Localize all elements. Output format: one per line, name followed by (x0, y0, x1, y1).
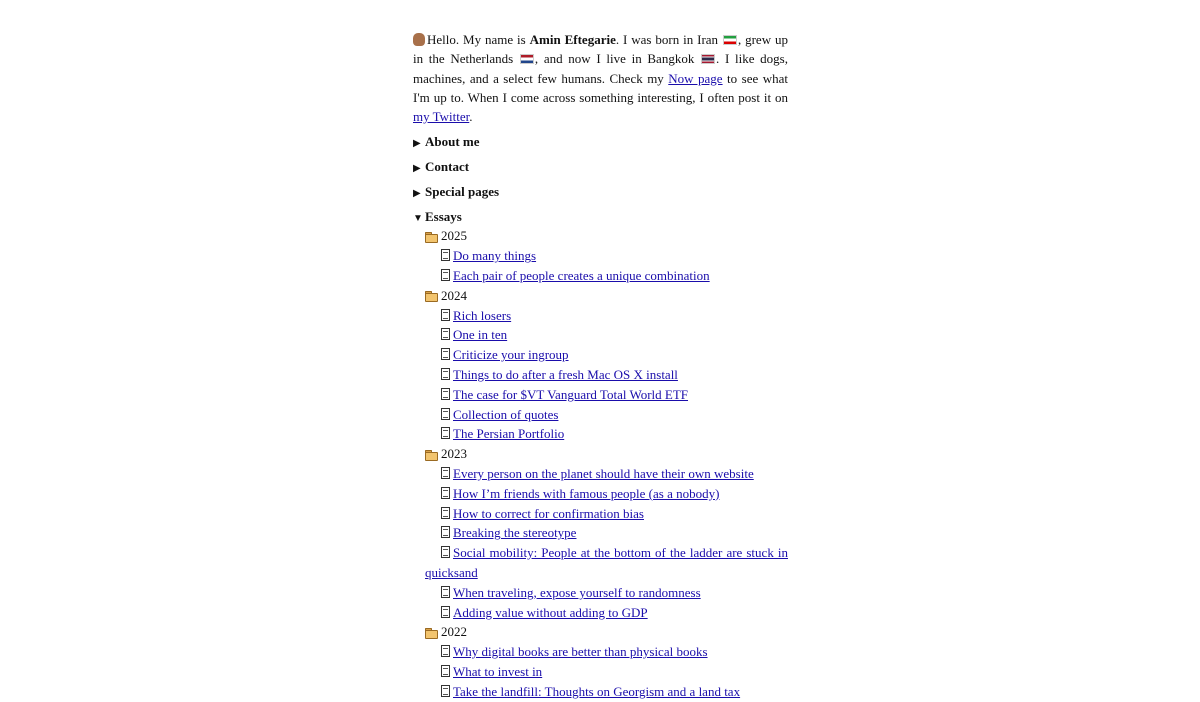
year-label: 2024 (441, 287, 467, 303)
triangle-down-icon: ▼ (413, 213, 423, 225)
essay-list-item (413, 662, 788, 682)
essay-list-item (413, 266, 788, 286)
essay-list-item (413, 523, 788, 543)
essay-link[interactable]: Take the landfill: Thoughts on Georgism and a land tax (453, 683, 741, 699)
document-icon (441, 645, 450, 657)
intro-text: . (469, 109, 473, 125)
essay-link[interactable]: Do many things (453, 248, 537, 264)
document-icon (441, 249, 450, 261)
intro-paragraph (413, 30, 788, 126)
essay-link[interactable]: Social mobility: People at the bottom of the ladder are stuck in quicksand (425, 545, 788, 581)
essay-link[interactable]: Things to do after a fresh Mac OS X install (453, 367, 678, 383)
section-label: About me (425, 134, 480, 150)
folder-icon (425, 450, 437, 459)
document-icon (441, 546, 450, 558)
intro-text: . I was born in Iran (615, 32, 722, 47)
essay-list-item (413, 642, 788, 662)
essay-link[interactable]: Collection of quotes (453, 406, 559, 422)
document-icon (441, 368, 450, 380)
year-folder-2024 (413, 286, 788, 306)
netherlands-flag-icon (520, 54, 534, 64)
essay-link[interactable]: How I’m friends with famous people (as a nobody) (453, 485, 720, 501)
intro-text: , and now I live in Bangkok (534, 51, 701, 67)
document-icon (441, 427, 450, 439)
essay-list-item (413, 424, 788, 444)
now-page-link[interactable]: Now page (668, 70, 723, 86)
folder-icon (425, 628, 437, 637)
section-label: Contact (425, 159, 470, 175)
thailand-flag-icon (701, 54, 715, 64)
essay-link[interactable]: Each pair of people creates a unique combination (453, 268, 710, 284)
essay-list-item (413, 543, 788, 583)
year-folder-2023 (413, 444, 788, 464)
document-icon (441, 665, 450, 677)
essay-link[interactable]: When traveling, expose yourself to randomness (453, 584, 701, 600)
section-label: Essays (425, 209, 462, 225)
document-icon (441, 507, 450, 519)
year-folder-2025 (413, 226, 788, 246)
essay-list-item (413, 464, 788, 484)
section-label: Special pages (425, 184, 500, 200)
triangle-right-icon: ▶ (413, 163, 421, 175)
about-me-toggle[interactable] (413, 132, 788, 151)
intro-text: Hello. My name is (427, 32, 530, 47)
essay-link[interactable]: One in ten (453, 327, 508, 343)
document-icon (441, 309, 450, 321)
folder-icon (425, 232, 437, 241)
essay-list-item (413, 306, 788, 326)
document-icon (441, 606, 450, 618)
year-folder-2022 (413, 622, 788, 642)
contact-toggle[interactable] (413, 157, 788, 176)
iran-flag-icon (723, 35, 737, 45)
essay-list-item (413, 583, 788, 603)
document-icon (441, 487, 450, 499)
essay-link[interactable]: The Persian Portfolio (453, 426, 565, 442)
waving-hand-icon (413, 33, 425, 46)
essay-tree (413, 226, 788, 701)
essay-list-item (413, 405, 788, 425)
essay-link[interactable]: Adding value without adding to GDP (453, 604, 648, 620)
intro-text: . I like dogs, machines, and a select few humans. Check my (413, 51, 788, 86)
essay-link[interactable]: Criticize your ingroup (453, 347, 569, 363)
essay-link[interactable]: Rich losers (453, 307, 512, 323)
essay-list-item (413, 345, 788, 365)
year-label: 2025 (441, 228, 467, 244)
essay-list-item (413, 682, 788, 702)
document-icon (441, 269, 450, 281)
essay-list-item (413, 603, 788, 623)
essay-link[interactable]: The case for $VT Vanguard Total World ETF (453, 386, 689, 402)
essay-list-item (413, 246, 788, 266)
essay-list-item (413, 325, 788, 345)
document-icon (441, 685, 450, 697)
triangle-right-icon: ▶ (413, 138, 421, 150)
intro-text: , grew up in the Netherlands (413, 32, 788, 67)
document-icon (441, 348, 450, 360)
essay-link[interactable]: What to invest in (453, 664, 543, 680)
author-name: Amin Eftegarie (529, 32, 616, 47)
document-icon (441, 586, 450, 598)
document-icon (441, 328, 450, 340)
year-label: 2022 (441, 624, 467, 640)
essay-link[interactable]: How to correct for confirmation bias (453, 505, 644, 521)
essay-list-item (413, 504, 788, 524)
essay-link[interactable]: Breaking the stereotype (453, 525, 577, 541)
year-label: 2023 (441, 446, 467, 462)
document-icon (441, 408, 450, 420)
triangle-right-icon: ▶ (413, 188, 421, 200)
special-pages-toggle[interactable] (413, 182, 788, 201)
folder-icon (425, 291, 437, 300)
document-icon (441, 467, 450, 479)
page-content (413, 30, 788, 702)
twitter-link[interactable]: my Twitter (413, 109, 470, 125)
document-icon (441, 526, 450, 538)
intro-text: to see what I'm up to. When I come across something interesting, I often post it on (413, 70, 788, 105)
essay-link[interactable]: Why digital books are better than physical books (453, 644, 708, 660)
essay-list-item (413, 385, 788, 405)
document-icon (441, 388, 450, 400)
essay-list-item (413, 365, 788, 385)
essay-list-item (413, 484, 788, 504)
essay-link[interactable]: Every person on the planet should have their own website (453, 466, 754, 482)
essays-toggle[interactable] (413, 207, 788, 226)
